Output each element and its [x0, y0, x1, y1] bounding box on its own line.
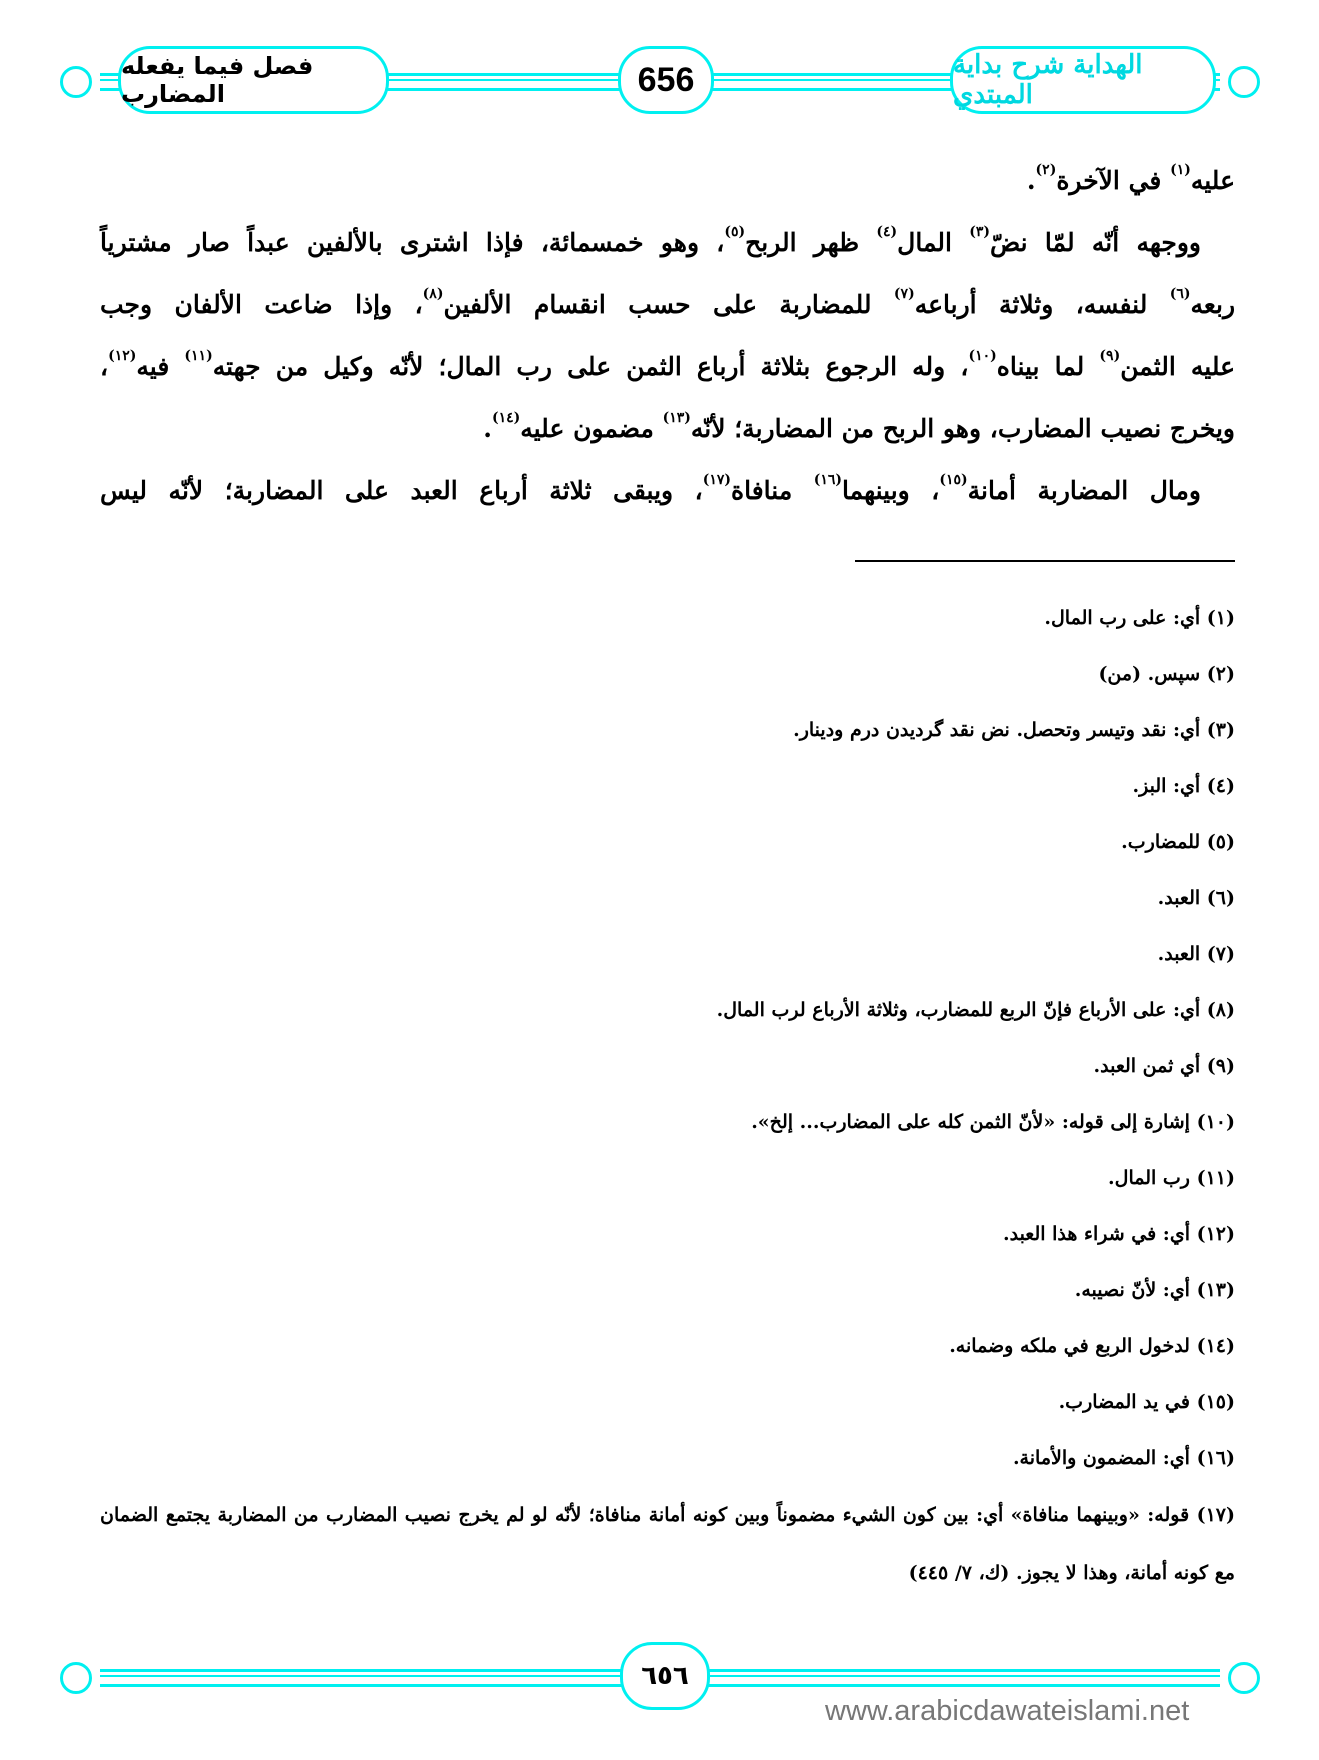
text-segment: مضمون عليه — [520, 414, 663, 443]
footnote: (٦) العبد. — [1157, 887, 1235, 909]
text-segment: فيه — [136, 352, 185, 381]
footnotes — [100, 590, 1235, 1602]
footnote-reference[interactable]: (١٤) — [491, 410, 521, 426]
footnote: (٩) أي ثمن العبد. — [1093, 1055, 1235, 1077]
text-segment: ، ويبقى ثلاثة أرباع العبد على المضاربة؛ لأنّه ليس — [100, 476, 703, 505]
footnote-reference[interactable]: (٨) — [422, 286, 444, 302]
footnote: (١٢) أي: في شراء هذا العبد. — [1002, 1223, 1235, 1245]
footnote: (١٧) قوله: «وبينهما منافاة» أي: بين كون الشيء مضموناً وبين كونه أمانة منافاة؛ لأنّه لو لم يخرج نصيب المضارب من المضاربة يجتمع الضمان مع كونه أمانة، وهذا لا يجوز. (ك، ٧/ ٤٤٥) — [100, 1504, 1235, 1584]
book-title: الهداية شرح بداية المبتدي — [950, 46, 1216, 114]
footnote: (١) أي: على رب المال. — [1044, 607, 1235, 629]
text-segment: لنفسه، وثلاثة أرباعه — [914, 290, 1170, 319]
footnote-reference[interactable]: (١٥) — [939, 472, 968, 488]
footnote-reference[interactable]: (١٢) — [108, 348, 137, 364]
text-line — [100, 398, 1235, 460]
footnote: (٢) سپس. (من) — [1098, 663, 1235, 685]
footnote: (٣) أي: نقد وتيسر وتحصل. نض نقد گرديدن درم ودينار. — [793, 719, 1235, 741]
text-segment: ، وإذا ضاعت الألفان وجب — [100, 290, 423, 319]
text-segment: ، وهو خمسمائة، فإذا اشترى بالألفين عبداً صار مشترياً — [100, 228, 725, 257]
text-segment: منافاة — [731, 476, 814, 505]
footnote-reference[interactable]: (٥) — [724, 224, 746, 240]
page-header — [60, 44, 1260, 114]
footnote-reference[interactable]: (١) — [1170, 162, 1191, 178]
text-segment: المال — [897, 228, 970, 257]
footnote: (١١) رب المال. — [1108, 1167, 1235, 1189]
text-segment: ، وله الرجوع بثلاثة أرباع الثمن على رب المال؛ لأنّه وكيل من جهته — [212, 352, 969, 381]
footnote-reference[interactable]: (٦) — [1169, 286, 1191, 302]
text-segment: في الآخرة — [1056, 166, 1171, 195]
footnote-reference[interactable]: (٣) — [969, 224, 991, 240]
footnote: (٥) للمضارب. — [1121, 831, 1235, 853]
text-segment: ومال المضاربة أمانة — [967, 476, 1202, 505]
text-line — [100, 212, 1235, 274]
footnote-reference[interactable]: (١٣) — [662, 410, 691, 426]
footnote: (٨) أي: على الأرباع فإنّ الربع للمضارب، وثلاثة الأرباع لرب المال. — [716, 999, 1235, 1021]
text-segment: ، وبينهما — [842, 476, 940, 505]
footnote-reference[interactable]: (٢) — [1035, 162, 1057, 178]
text-segment: ظهر الربح — [745, 228, 877, 257]
ornament-end-icon — [1228, 66, 1260, 98]
text-segment: ووجهه أنّه لمّا نضّ — [990, 228, 1201, 257]
text-segment: عليه الثمن — [1120, 352, 1236, 381]
text-segment: لما بيناه — [996, 352, 1100, 381]
ornament-end-icon — [1228, 1662, 1260, 1694]
footnote-separator — [855, 560, 1235, 562]
text-segment: ربعه — [1190, 290, 1236, 319]
footnote: (٧) العبد. — [1157, 943, 1235, 965]
footnote: (١٦) أي: المضمون والأمانة. — [1012, 1447, 1235, 1469]
footnote: (١٠) إشارة إلى قوله: «لأنّ الثمن كله على المضارب... إلخ». — [751, 1111, 1235, 1133]
footnote-reference[interactable]: (٩) — [1099, 348, 1121, 364]
ornament-end-icon — [60, 1662, 92, 1694]
text-line — [100, 460, 1235, 522]
page-number: 656 — [618, 46, 714, 114]
ornament-end-icon — [60, 66, 92, 98]
text-segment: ، — [100, 352, 109, 381]
text-line — [100, 336, 1235, 398]
footnote-reference[interactable]: (١٠) — [968, 348, 997, 364]
text-segment: ويخرج نصيب المضارب، وهو الربح من المضاربة؛ لأنّه — [690, 414, 1235, 443]
footer-page-number: ٦٥٦ — [620, 1642, 710, 1710]
text-line — [100, 150, 1235, 212]
footnote-reference[interactable]: (١٧) — [702, 472, 731, 488]
text-line — [100, 274, 1235, 336]
footnote: (١٤) لدخول الربع في ملكه وضمانه. — [949, 1335, 1235, 1357]
text-segment: عليه — [1190, 166, 1235, 195]
section-title: فصل فيما يفعله المضارب — [118, 46, 389, 114]
footnote-reference[interactable]: (٧) — [893, 286, 915, 302]
footnote: (١٥) في يد المضارب. — [1058, 1391, 1235, 1413]
text-segment: . — [483, 414, 492, 443]
main-text — [100, 150, 1235, 522]
footnote: (٤) أي: البز. — [1132, 775, 1235, 797]
footnote-reference[interactable]: (١٦) — [813, 472, 843, 488]
website-watermark: www.arabicdawateislami.net — [825, 1695, 1190, 1727]
footnote: (١٣) أي: لأنّ نصيبه. — [1074, 1279, 1235, 1301]
text-segment: للمضاربة على حسب انقسام الألفين — [443, 290, 894, 319]
footnote-reference[interactable]: (١١) — [184, 348, 213, 364]
footnote-reference[interactable]: (٤) — [876, 224, 898, 240]
text-segment: . — [1026, 166, 1036, 195]
